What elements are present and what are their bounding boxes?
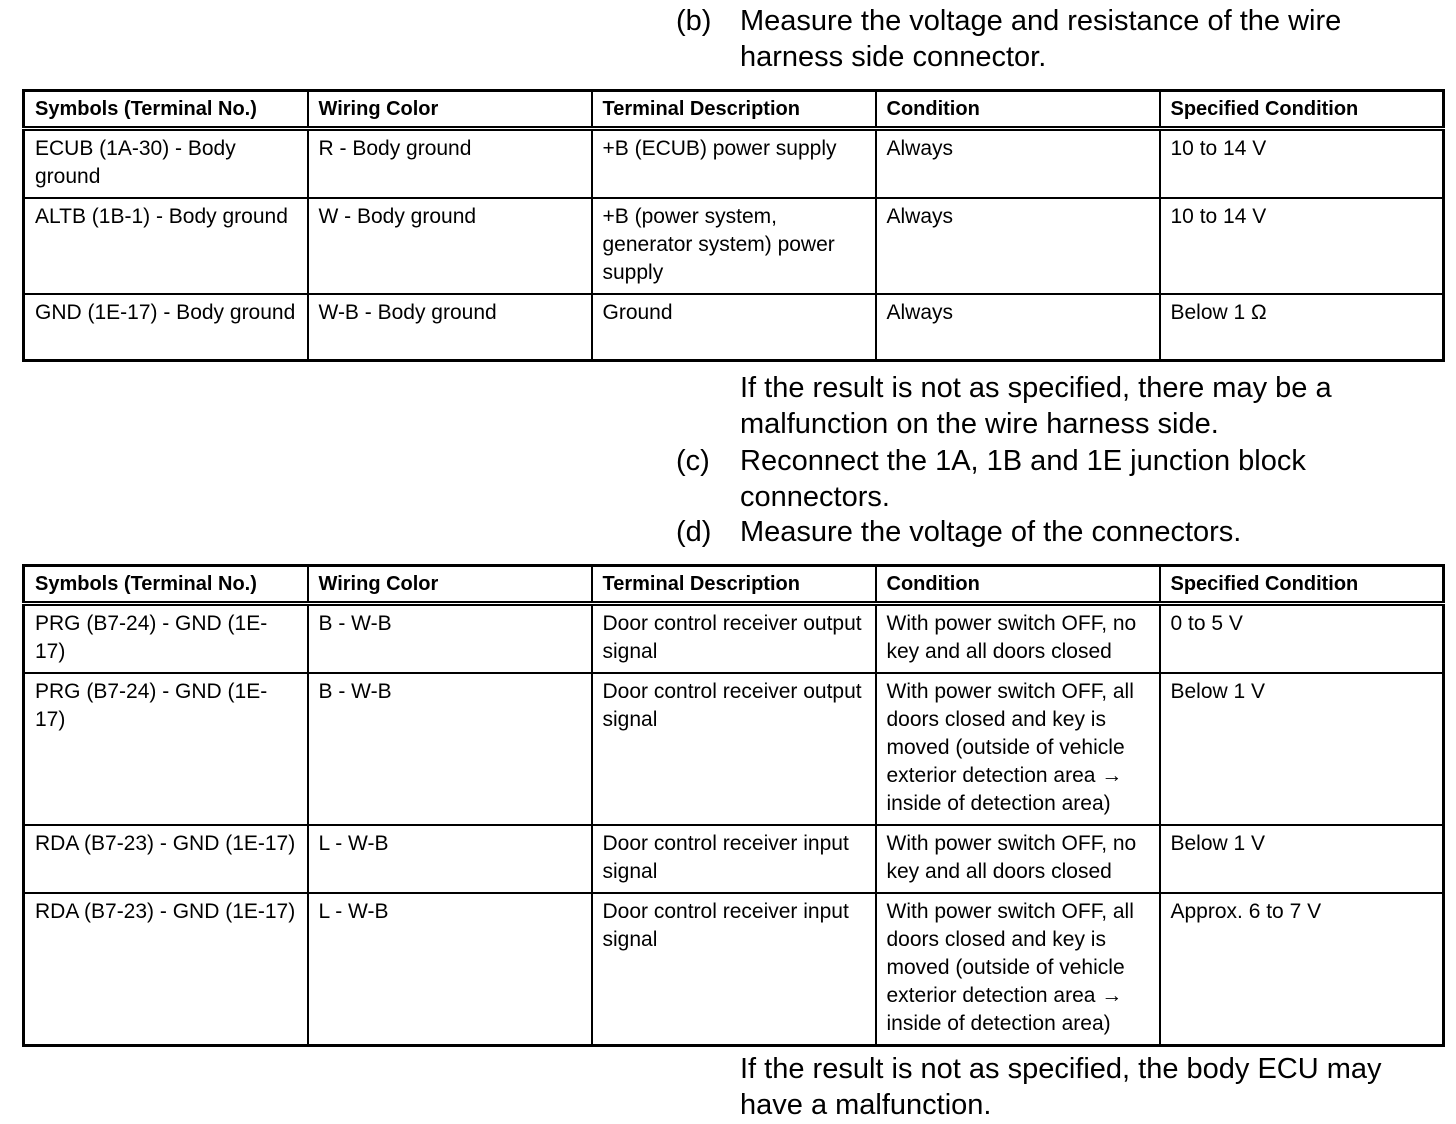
step-b-label: (b) xyxy=(676,5,712,37)
cell-condition: Always xyxy=(876,294,1160,360)
cell-specified-condition: Below 1 Ω xyxy=(1160,294,1444,360)
cell-specified-condition: 0 to 5 V xyxy=(1160,604,1444,674)
cell-symbols: PRG (B7-24) - GND (1E-17) xyxy=(24,604,308,674)
step-c-line-1: Reconnect the 1A, 1B and 1E junction block xyxy=(740,445,1306,477)
col-header-wiring-color: Wiring Color xyxy=(308,91,592,129)
harness-spec-table xyxy=(22,89,1445,362)
col-header-condition: Condition xyxy=(876,91,1160,129)
connector-voltage-table xyxy=(22,564,1445,1047)
col-header-specified-condition: Specified Condition xyxy=(1160,566,1444,604)
cell-terminal-description: Door control receiver input signal xyxy=(592,893,876,1046)
cell-condition: Always xyxy=(876,198,1160,294)
note-wire-harness xyxy=(740,370,1440,442)
cell-condition: With power switch OFF, no key and all doors closed xyxy=(876,825,1160,893)
cell-symbols: ALTB (1B-1) - Body ground xyxy=(24,198,308,294)
step-c-line-2: connectors. xyxy=(740,481,890,513)
table-row xyxy=(24,129,1444,199)
note-2-line-2: have a malfunction. xyxy=(740,1089,992,1121)
cell-terminal-description: Door control receiver input signal xyxy=(592,825,876,893)
step-c-label: (c) xyxy=(676,445,710,477)
cell-symbols: RDA (B7-23) - GND (1E-17) xyxy=(24,893,308,1046)
col-header-condition: Condition xyxy=(876,566,1160,604)
col-header-terminal-description: Terminal Description xyxy=(592,91,876,129)
cell-specified-condition: Below 1 V xyxy=(1160,673,1444,825)
cell-symbols: ECUB (1A-30) - Body ground xyxy=(24,129,308,199)
step-b-text xyxy=(740,3,1440,75)
table-row xyxy=(24,825,1444,893)
cell-condition: With power switch OFF, all doors closed and key is moved (outside of vehicle exterior detection area → inside of detection area) xyxy=(876,893,1160,1046)
note-2-line-1: If the result is not as specified, the body ECU may xyxy=(740,1053,1382,1085)
table-header-row xyxy=(24,91,1444,129)
note-1-line-2: malfunction on the wire harness side. xyxy=(740,408,1219,440)
col-header-terminal-description: Terminal Description xyxy=(592,566,876,604)
table-row xyxy=(24,673,1444,825)
cell-symbols: RDA (B7-23) - GND (1E-17) xyxy=(24,825,308,893)
cell-condition: With power switch OFF, all doors closed and key is moved (outside of vehicle exterior detection area → inside of detection area) xyxy=(876,673,1160,825)
step-b-line-1: Measure the voltage and resistance of the wire xyxy=(740,5,1342,37)
table-row xyxy=(24,294,1444,360)
cell-terminal-description: Ground xyxy=(592,294,876,360)
cell-specified-condition: Below 1 V xyxy=(1160,825,1444,893)
step-d-label: (d) xyxy=(676,516,712,548)
table-row xyxy=(24,198,1444,294)
note-1-line-1: If the result is not as specified, there may be a xyxy=(740,372,1332,404)
cell-wiring-color: W-B - Body ground xyxy=(308,294,592,360)
cell-terminal-description: +B (power system, generator system) power supply xyxy=(592,198,876,294)
step-d-line-1: Measure the voltage of the connectors. xyxy=(740,516,1242,548)
cell-condition: With power switch OFF, no key and all doors closed xyxy=(876,604,1160,674)
cell-specified-condition: Approx. 6 to 7 V xyxy=(1160,893,1444,1046)
col-header-wiring-color: Wiring Color xyxy=(308,566,592,604)
cell-specified-condition: 10 to 14 V xyxy=(1160,129,1444,199)
cell-wiring-color: W - Body ground xyxy=(308,198,592,294)
col-header-specified-condition: Specified Condition xyxy=(1160,91,1444,129)
table-row xyxy=(24,893,1444,1046)
col-header-symbols: Symbols (Terminal No.) xyxy=(24,566,308,604)
cell-condition: Always xyxy=(876,129,1160,199)
note-body-ecu xyxy=(740,1051,1440,1123)
cell-wiring-color: L - W-B xyxy=(308,825,592,893)
col-header-symbols: Symbols (Terminal No.) xyxy=(24,91,308,129)
cell-symbols: PRG (B7-24) - GND (1E-17) xyxy=(24,673,308,825)
step-c-text xyxy=(740,443,1440,515)
cell-wiring-color: L - W-B xyxy=(308,893,592,1046)
cell-terminal-description: Door control receiver output signal xyxy=(592,673,876,825)
table-header-row xyxy=(24,566,1444,604)
step-d-text xyxy=(740,514,1440,550)
table-row xyxy=(24,604,1444,674)
step-b-line-2: harness side connector. xyxy=(740,41,1047,73)
cell-symbols: GND (1E-17) - Body ground xyxy=(24,294,308,360)
cell-terminal-description: +B (ECUB) power supply xyxy=(592,129,876,199)
cell-terminal-description: Door control receiver output signal xyxy=(592,604,876,674)
cell-wiring-color: R - Body ground xyxy=(308,129,592,199)
cell-wiring-color: B - W-B xyxy=(308,604,592,674)
cell-specified-condition: 10 to 14 V xyxy=(1160,198,1444,294)
cell-wiring-color: B - W-B xyxy=(308,673,592,825)
